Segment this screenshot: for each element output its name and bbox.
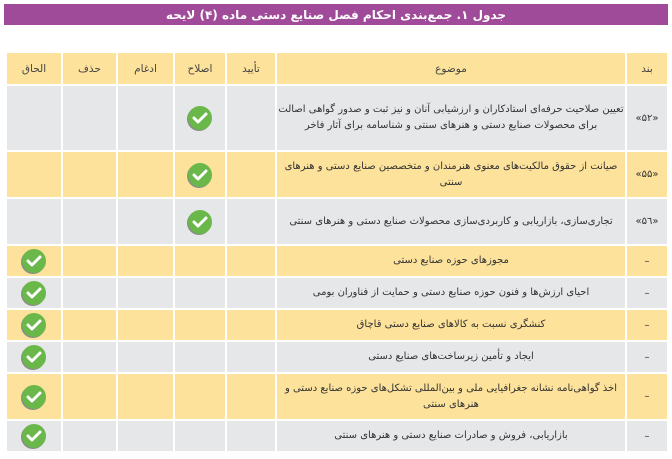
- check-circle-icon: [22, 281, 46, 305]
- delete-cell: [63, 86, 116, 150]
- check-circle-icon: [22, 313, 46, 337]
- delete-cell: [63, 342, 116, 372]
- check-circle-icon: [22, 424, 46, 448]
- delete-cell: [63, 310, 116, 340]
- amend-cell: [175, 310, 225, 340]
- approve-cell: [227, 246, 275, 276]
- check-circle-icon: [188, 163, 212, 187]
- subject-cell: تعیین صلاحیت حرفه‌ای استادکاران و ارزشیابی آنان و نیز ثبت و صدور گواهی اصالت برای محصولات صنایع دستی و هنرهای سنتی و شناسامه برای آثار فاخر: [277, 86, 625, 150]
- clause-cell: –: [627, 246, 667, 276]
- delete-cell: [63, 199, 116, 244]
- table-row: [7, 199, 667, 244]
- merge-cell: [118, 421, 173, 451]
- subject-cell: اخذ گواهی‌نامه نشانه جغرافیایی ملی و بین‌المللی تشکل‌های حوزه صنایع دستی و هنرهای سنتی: [277, 374, 625, 419]
- subject-cell: صیانت از حقوق مالکیت‌های معنوی هنرمندان و متخصصین صنایع دستی و هنرهای سنتی: [277, 152, 625, 197]
- check-circle-icon: [22, 345, 46, 369]
- merge-cell: [118, 152, 173, 197]
- clause-cell: «۵۵»: [627, 152, 667, 197]
- amend-cell: [175, 246, 225, 276]
- append-cell: [7, 199, 61, 244]
- header-delete: حذف: [63, 53, 116, 84]
- merge-cell: [118, 86, 173, 150]
- amend-cell: [175, 278, 225, 308]
- header-amend: اصلاح: [175, 53, 225, 84]
- approve-cell: [227, 342, 275, 372]
- merge-cell: [118, 374, 173, 419]
- subject-cell: احیای ارزش‌ها و فنون حوزه صنایع دستی و حمایت از فناوران بومی: [277, 278, 625, 308]
- header-approve: تأیید: [227, 53, 275, 84]
- clause-cell: –: [627, 374, 667, 419]
- clause-cell: «۵٦»: [627, 199, 667, 244]
- header-row: [7, 53, 667, 84]
- amend-cell: [175, 199, 225, 244]
- table-row: [7, 342, 667, 372]
- clause-cell: «۵۲»: [627, 86, 667, 150]
- amend-cell: [175, 342, 225, 372]
- table-row: [7, 86, 667, 150]
- approve-cell: [227, 278, 275, 308]
- amend-cell: [175, 421, 225, 451]
- approve-cell: [227, 199, 275, 244]
- table-row: [7, 421, 667, 451]
- subject-cell: تجاری‌سازی، بازاریابی و کاربردی‌سازی محصولات صنایع دستی و هنرهای سنتی: [277, 199, 625, 244]
- table-row: [7, 246, 667, 276]
- amend-cell: [175, 86, 225, 150]
- append-cell: [7, 278, 61, 308]
- append-cell: [7, 310, 61, 340]
- header-subject: موضوع: [277, 53, 625, 84]
- table-row: [7, 310, 667, 340]
- table-title: جدول ۱. جمع‌بندی احکام فصل صنایع دستی ماده (۴) لایحه: [4, 4, 668, 25]
- merge-cell: [118, 199, 173, 244]
- merge-cell: [118, 342, 173, 372]
- check-circle-icon: [22, 385, 46, 409]
- append-cell: [7, 374, 61, 419]
- header-append: الحاق: [7, 53, 61, 84]
- table-row: [7, 152, 667, 197]
- delete-cell: [63, 246, 116, 276]
- subject-cell: بازاریابی، فروش و صادرات صنایع دستی و هنرهای سنتی: [277, 421, 625, 451]
- delete-cell: [63, 152, 116, 197]
- subject-cell: کنشگری نسبت به کالاهای صنایع دستی قاچاق: [277, 310, 625, 340]
- header-merge: ادغام: [118, 53, 173, 84]
- amend-cell: [175, 152, 225, 197]
- table-row: [7, 374, 667, 419]
- clause-cell: –: [627, 342, 667, 372]
- merge-cell: [118, 246, 173, 276]
- append-cell: [7, 421, 61, 451]
- check-circle-icon: [188, 106, 212, 130]
- approve-cell: [227, 421, 275, 451]
- approve-cell: [227, 310, 275, 340]
- check-circle-icon: [188, 210, 212, 234]
- clause-cell: –: [627, 310, 667, 340]
- delete-cell: [63, 421, 116, 451]
- amend-cell: [175, 374, 225, 419]
- delete-cell: [63, 374, 116, 419]
- table-row: [7, 278, 667, 308]
- clause-cell: –: [627, 421, 667, 451]
- subject-cell: مجوزهای حوزه صنایع دستی: [277, 246, 625, 276]
- approve-cell: [227, 152, 275, 197]
- merge-cell: [118, 278, 173, 308]
- append-cell: [7, 86, 61, 150]
- merge-cell: [118, 310, 173, 340]
- clause-cell: –: [627, 278, 667, 308]
- append-cell: [7, 246, 61, 276]
- rulings-table: [5, 51, 669, 453]
- delete-cell: [63, 278, 116, 308]
- subject-cell: ایجاد و تأمین زیرساخت‌های صنایع دستی: [277, 342, 625, 372]
- append-cell: [7, 152, 61, 197]
- approve-cell: [227, 86, 275, 150]
- header-clause: بند: [627, 53, 667, 84]
- approve-cell: [227, 374, 275, 419]
- check-circle-icon: [22, 249, 46, 273]
- append-cell: [7, 342, 61, 372]
